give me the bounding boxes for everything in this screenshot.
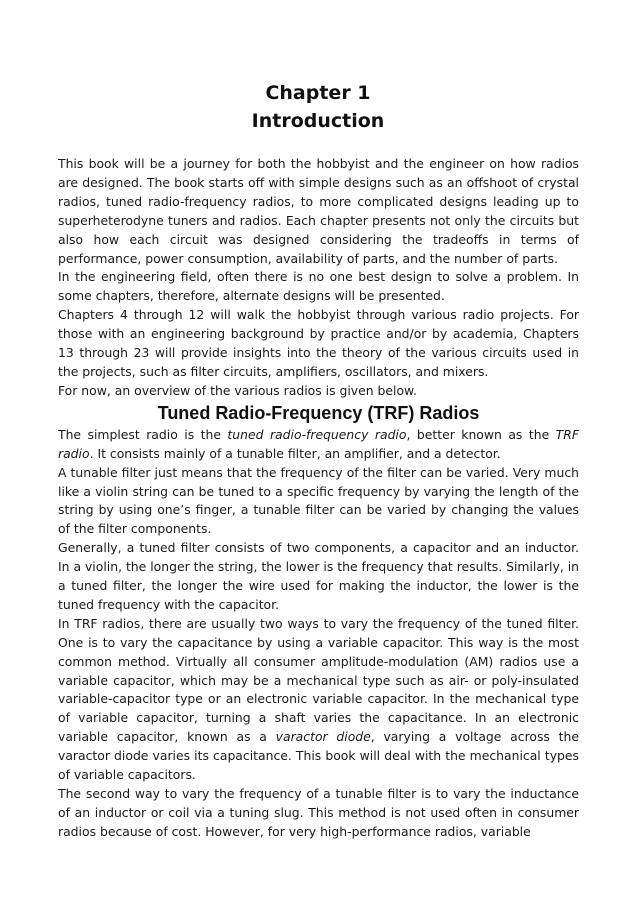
italic-term: TRF radio (58, 426, 579, 461)
trf-paragraph-3: Generally, a tuned filter consists of two components, a capacitor and an inductor. In a violin, the longer the string, the lower is the frequency that results. Similarly, in a tuned filter, the longer the wire used for making the inductor, the lower is the tuned frequency with the capacitor. (58, 540, 580, 612)
chapter-number: Chapter 1 (265, 82, 371, 104)
intro-paragraph-4: For now, an overview of the various radios is given below. (58, 382, 417, 398)
body-text (58, 155, 579, 842)
trf-paragraph-5: The second way to vary the frequency of a tunable filter is to vary the inductance of an inductor or coil via a tuning slug. This method is not used often in consumer radios because of cost. However, for very high-performance radios, variable (58, 786, 579, 839)
text-run: , varying a voltage across the varactor diode varies its capacitance. This book will deal with the mechanical types of variable capacitors. (58, 729, 579, 783)
intro-paragraph-1: This book will be a journey for both the hobbyist and the engineer on how radios are designed. The book starts off with simple designs such as an offshoot of crystal radios, tuned radio-frequency radios, to more complicated designs leading up to superheterodyne tuners and radios. Each chapter presents not only the circuits but also how each circuit was designed considering the tradeoffs in terms of performance, power consumption, availability of parts, and the number of parts. (58, 156, 579, 266)
intro-paragraph-2: In the engineering field, often there is no one best design to solve a problem. In some chapters, therefore, alternate designs will be presented. (58, 269, 579, 304)
chapter-title: Introduction (251, 110, 385, 132)
text-run: . It consists mainly of a tunable filter, an amplifier, and a detector. (89, 445, 501, 461)
trf-paragraph-4 (58, 615, 579, 785)
section-heading-trf: Tuned Radio-Frequency (TRF) Radios (157, 402, 480, 423)
text-run: The simplest radio is the (58, 426, 228, 442)
italic-term: varactor diode (275, 729, 371, 745)
text-run: In TRF radios, there are usually two ways to vary the frequency of the tuned filter. One is to vary the capacitance by using a variable capacitor. This way is the most common method. Virtually all consumer amplitude-modulation (AM) radios use a variable capacitor, which may be a mechanical type such as air- or poly-insulated variable-capacitor type or an electronic variable capacitor. In the mechanical type of variable capacitor, turning a shaft varies the capacitance. In an electronic variable capacitor, known as a (58, 615, 579, 745)
intro-paragraph-3: Chapters 4 through 12 will walk the hobbyist through various radio projects. For those with an engineering background by practice and/or by academia, Chapters 13 through 23 will provide insights into the theory of the various circuits used in the projects, such as filter circuits, amplifiers, oscillators, and mixers. (58, 307, 579, 379)
trf-paragraph-2: A tunable filter just means that the frequency of the filter can be varied. Very much like a violin string can be tuned to a specific frequency by varying the length of the string by using one’s finger, a tunable filter can be varied by changing the values of the filter components. (58, 464, 579, 537)
trf-paragraph-1 (58, 426, 579, 464)
text-run: , better known as the (406, 426, 556, 442)
italic-term: tuned radio-frequency radio (227, 426, 407, 442)
